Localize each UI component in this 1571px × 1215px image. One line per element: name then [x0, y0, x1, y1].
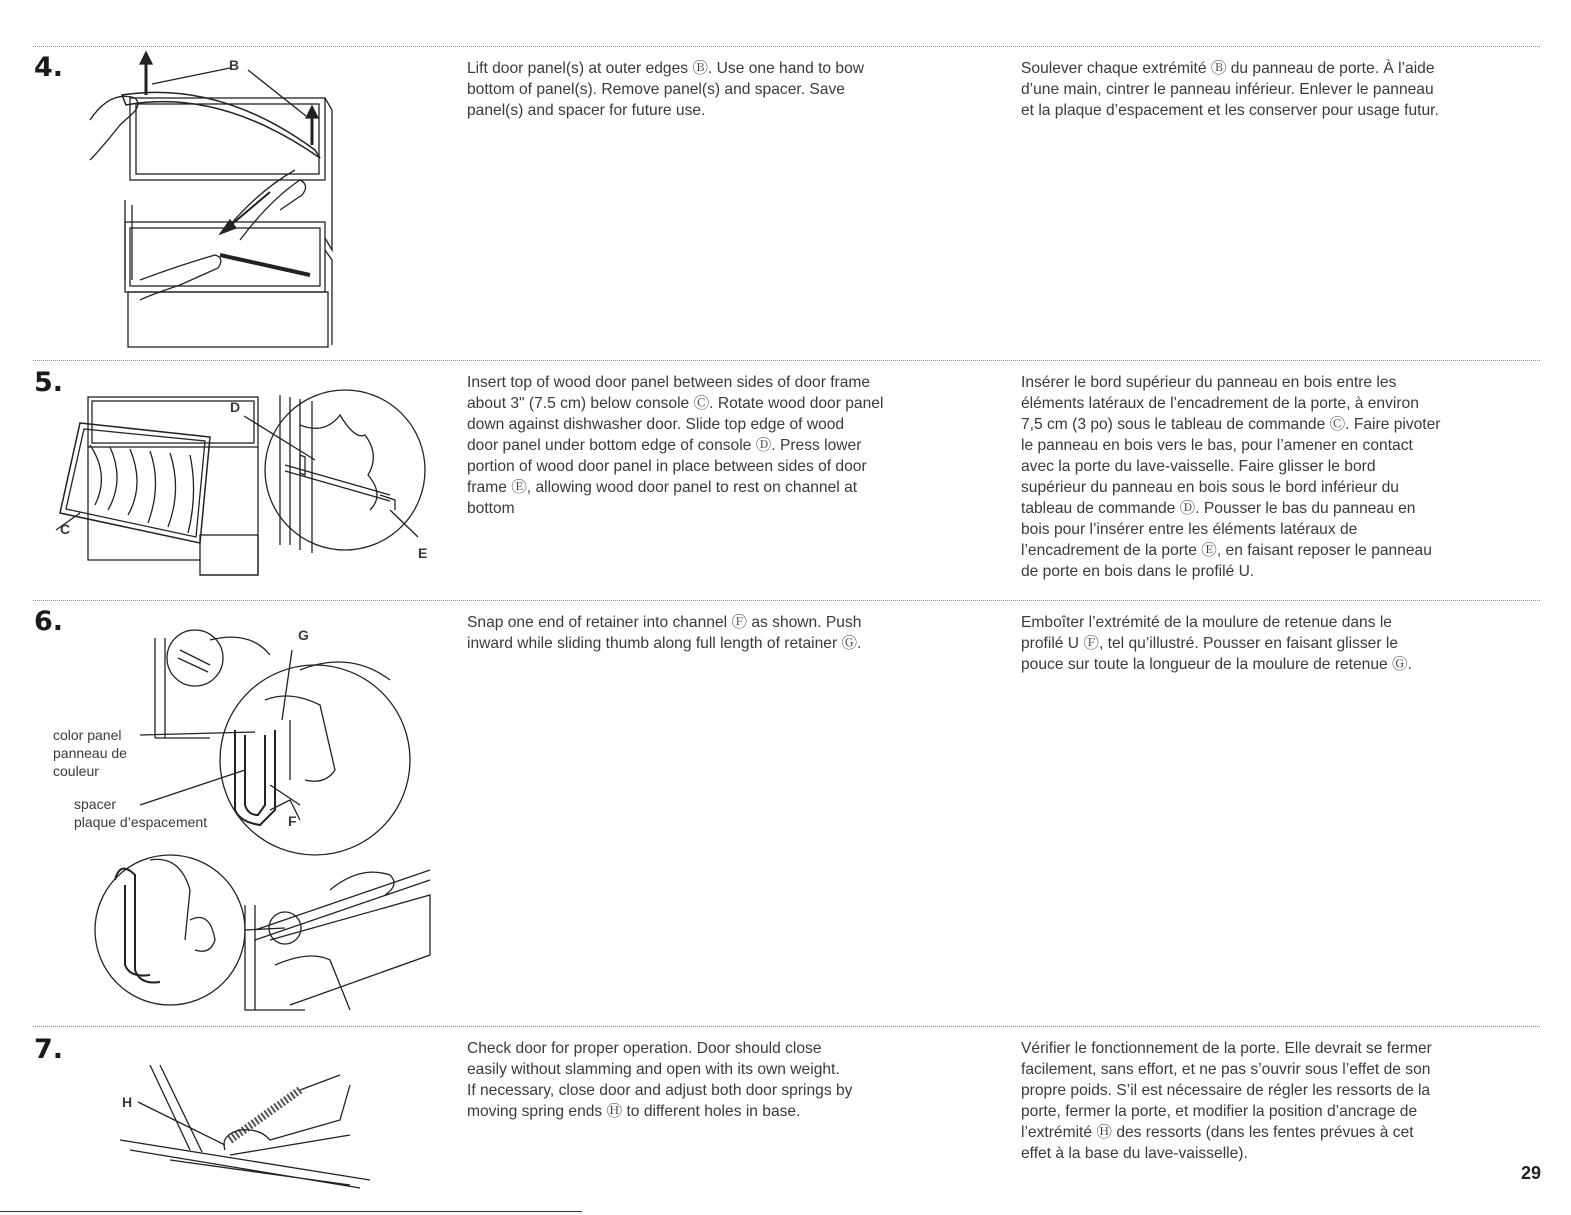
callout-h: H [122, 1094, 133, 1110]
step-5-text-fr: Insérer le bord supérieur du panneau en bois entre les éléments latéraux de l’encadrement de la porte, à environ 7,5 cm (3 po) sous le tableau de commande Ⓒ. Faire pivoter le panneau en bois vers le bas, pour l’amener en contact avec la porte du lave-vaisselle. Faire glisser le bord supérieur du panneau en bois sous le bord inférieur du tableau de commande Ⓓ. Pousser le bas du panneau en bois pour l’insérer entre les éléments latéraux de l’encadrement de la porte Ⓔ, en faisant reposer le panneau de porte en bois dans le profilé U. [1021, 374, 1441, 580]
step-5-illustration [50, 385, 440, 585]
step-5-text-en: Insert top of wood door panel between sides of door frame about 3" (7.5 cm) below console Ⓒ. Rotate wood door panel down against dishwasher door. Slide top edge of wood door panel under bottom edge of console Ⓓ. Press lower portion of wood door panel in place between sides of door frame Ⓔ, allowing wood door panel to rest on channel at bottom [467, 374, 884, 517]
callout-e: E [418, 545, 428, 561]
step-4-number: 4. [34, 52, 64, 83]
step-6-text-en: Snap one end of retainer into channel Ⓕ as shown. Push inward while sliding thumb along full length of retainer Ⓖ. [467, 614, 862, 652]
callout-b: B [229, 57, 240, 73]
label-color-panel: color panel panneau de couleur [53, 727, 127, 779]
step-5-number: 5. [34, 367, 64, 398]
callout-g: G [298, 627, 309, 643]
step-7-illustration [110, 1060, 370, 1190]
step-6-number: 6. [34, 606, 64, 637]
divider-step7 [33, 1026, 1540, 1027]
divider-step6 [33, 600, 1540, 601]
callout-f: F [288, 813, 297, 829]
label-spacer: spacer plaque d’espacement [74, 796, 208, 830]
step-7-number: 7. [34, 1034, 64, 1065]
callout-d: D [230, 399, 241, 415]
step-7-text-en: Check door for proper operation. Door should close easily without slamming and open with its own weight. If necessary, close door and adjust both door springs by moving spring ends Ⓗ to different holes in base. [467, 1040, 853, 1120]
step-4-text-en: Lift door panel(s) at outer edges Ⓑ. Use one hand to bow bottom of panel(s). Remove panel(s) and spacer. Save panel(s) and spacer for future use. [467, 60, 865, 119]
page-number: 29 [1520, 1163, 1541, 1183]
divider-top [33, 46, 1540, 47]
step-6-text-fr: Emboîter l’extrémité de la moulure de retenue dans le profilé U Ⓕ, tel qu’illustré. Pousser en faisant glisser le pouce sur toute la longueur de la moulure de retenue Ⓖ. [1021, 614, 1412, 673]
divider-step5 [33, 360, 1540, 361]
footer-rule [0, 1211, 582, 1212]
callout-c: C [60, 521, 71, 537]
step-7-text-fr: Vérifier le fonctionnement de la porte. Elle devrait se fermer facilement, sans effort, et ne pas s’ouvrir sous l’effet de son propre poids. S’il est nécessaire de régler les ressorts de la porte, fermer la porte, et modifier la position d’ancrage de l’extrémité Ⓗ des ressorts (dans les fentes prévues à cet effet à la base du lave-vaisselle). [1021, 1040, 1432, 1162]
step-4-text-fr: Soulever chaque extrémité Ⓑ du panneau de porte. À l’aide d’une main, cintrer le panneau inférieur. Enlever le panneau et la plaque d’espacement et les conserver pour usage futur. [1021, 60, 1439, 119]
step-6-illustration [60, 610, 440, 1015]
step-4-illustration [80, 50, 360, 355]
